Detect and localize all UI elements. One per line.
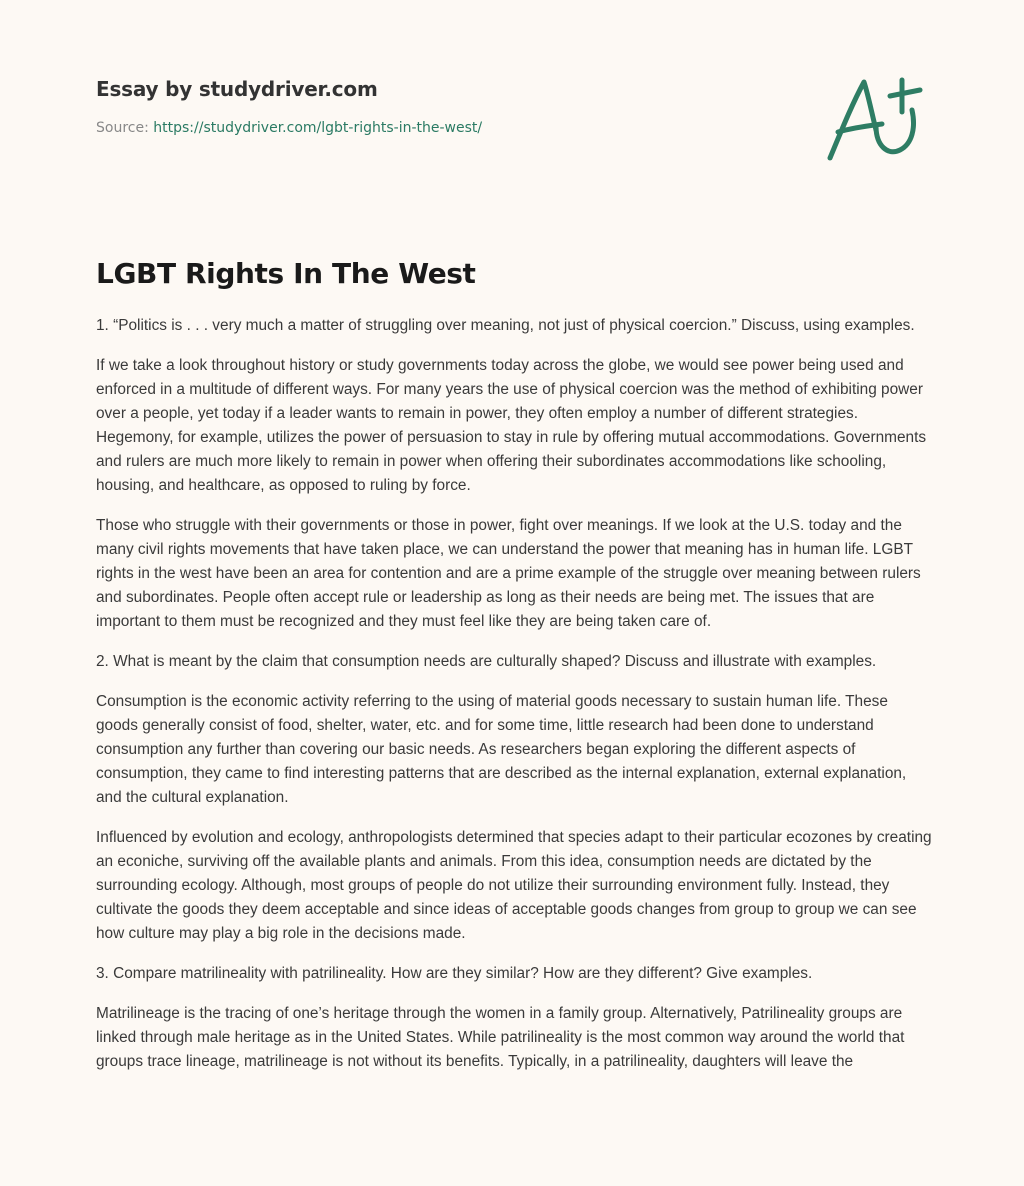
essay-article: [96, 252, 932, 1090]
answer-3-paragraph-1: Matrilineage is the tracing of one’s heritage through the women in a family group. Alternatively, Patrilineality groups are linked through male heritage as in the United States. While patrilineality is the most common way around the world that groups trace lineage, matrilineage is not without its benefits. Typically, in a patrilineality, daughters will leave the: [96, 1005, 905, 1070]
question-1: 1. “Politics is . . . very much a matter of struggling over meaning, not just of physical coercion.” Discuss, using examples.: [96, 317, 915, 334]
question-3: 3. Compare matrilineality with patrilineality. How are they similar? How are they different? Give examples.: [96, 965, 813, 982]
article-title: LGBT Rights In The West: [96, 257, 476, 290]
question-2: 2. What is meant by the claim that consumption needs are culturally shaped? Discuss and illustrate with examples.: [96, 653, 877, 670]
answer-1-paragraph-1: If we take a look throughout history or study governments today across the globe, we would see power being used and enforced in a multitude of different ways. For many years the use of physical coercion was the method of exhibiting power over a people, yet today if a leader wants to remain in power, they often employ a number of different strategies. Hegemony, for example, utilizes the power of persuasion to stay in rule by offering mutual accommodations. Governments and rulers are much more likely to remain in power when offering their subordinates accommodations like schooling, housing, and healthcare, as opposed to ruling by force.: [96, 357, 927, 494]
source-link[interactable]: https://studydriver.com/lgbt-rights-in-the-west/: [153, 120, 483, 136]
page-header: [96, 74, 796, 138]
answer-1-paragraph-2: Those who struggle with their governments or those in power, fight over meanings. If we look at the U.S. today and the many civil rights movements that have taken place, we can understand the power that meaning has in human life. LGBT rights in the west have been an area for contention and are a prime example of the struggle over meaning between rulers and subordinates. People often accept rule or leadership as long as their needs are being met. The issues that are important to them must be recognized and they must feel like they are being taken care of.: [96, 517, 921, 630]
answer-2-paragraph-2: Influenced by evolution and ecology, anthropologists determined that species adapt to their particular ecozones by creating an econiche, surviving off the available plants and animals. From this idea, consumption needs are dictated by the surrounding ecology. Although, most groups of people do not utilize their surrounding environment fully. Instead, they cultivate the goods they deem acceptable and since ideas of acceptable goods changes from group to group we can see how culture may play a big role in the decisions made.: [96, 829, 932, 942]
site-title: Essay by studydriver.com: [96, 77, 378, 101]
a-plus-grade-icon: [818, 64, 930, 168]
answer-2-paragraph-1: Consumption is the economic activity referring to the using of material goods necessary to sustain human life. These goods generally consist of food, shelter, water, etc. and for some time, little research had been done to understand consumption any further than covering our basic needs. As researchers began exploring the different aspects of consumption, they came to find interesting patterns that are described as the internal explanation, external explanation, and the cultural explanation.: [96, 693, 907, 806]
source-line: [96, 118, 796, 138]
source-label: Source:: [96, 120, 149, 136]
